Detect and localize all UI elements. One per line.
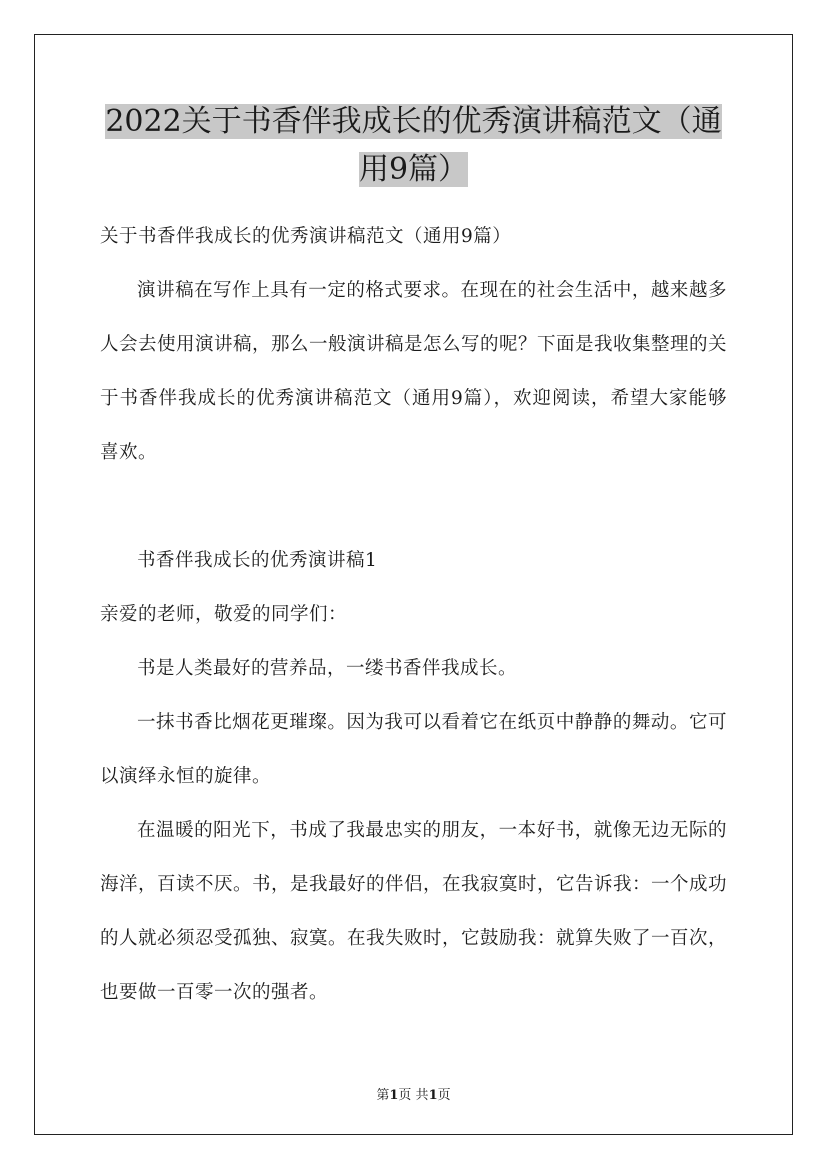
footer-suffix: 页: [437, 1088, 451, 1103]
footer-prefix: 第: [376, 1088, 390, 1103]
intro-paragraph: 演讲稿在写作上具有一定的格式要求。在现在的社会生活中，越来越多人会去使用演讲稿，那么一般演讲稿是怎么写的呢？下面是我收集整理的关于书香伴我成长的优秀演讲稿范文（通用9篇），欢迎阅读，希望大家能够喜欢。: [100, 280, 728, 463]
title-highlight: 2022关于书香伴我成长的优秀演讲稿范文（通用9篇）: [105, 104, 722, 187]
document-subtitle: 关于书香伴我成长的优秀演讲稿范文（通用9篇）: [100, 226, 512, 247]
footer-page-number: 1: [389, 1088, 399, 1103]
footer-mid: 页 共: [398, 1088, 429, 1103]
body-paragraph-2: 一抹书香比烟花更璀璨。因为我可以看着它在纸页中静静的舞动。它可以演绎永恒的旋律。: [100, 712, 727, 787]
section-heading: 书香伴我成长的优秀演讲稿1: [137, 550, 378, 571]
footer-total-pages: 1: [428, 1088, 438, 1103]
document-title: [100, 98, 727, 194]
body-paragraph-3: 在温暖的阳光下，书成了我最忠实的朋友，一本好书，就像无边无际的海洋，百读不厌。书，是我最好的伴侣，在我寂寞时，它告诉我：一个成功的人就必须忍受孤独、寂寞。在我失败时，它鼓励我：就算失败了一百次，也要做一百零一次的强者。: [100, 820, 728, 1003]
page-footer: [0, 1084, 827, 1103]
body-paragraph-1: 书是人类最好的营养品，一缕书香伴我成长。: [137, 658, 518, 679]
greeting-line: 亲爱的老师，敬爱的同学们：: [100, 604, 348, 625]
